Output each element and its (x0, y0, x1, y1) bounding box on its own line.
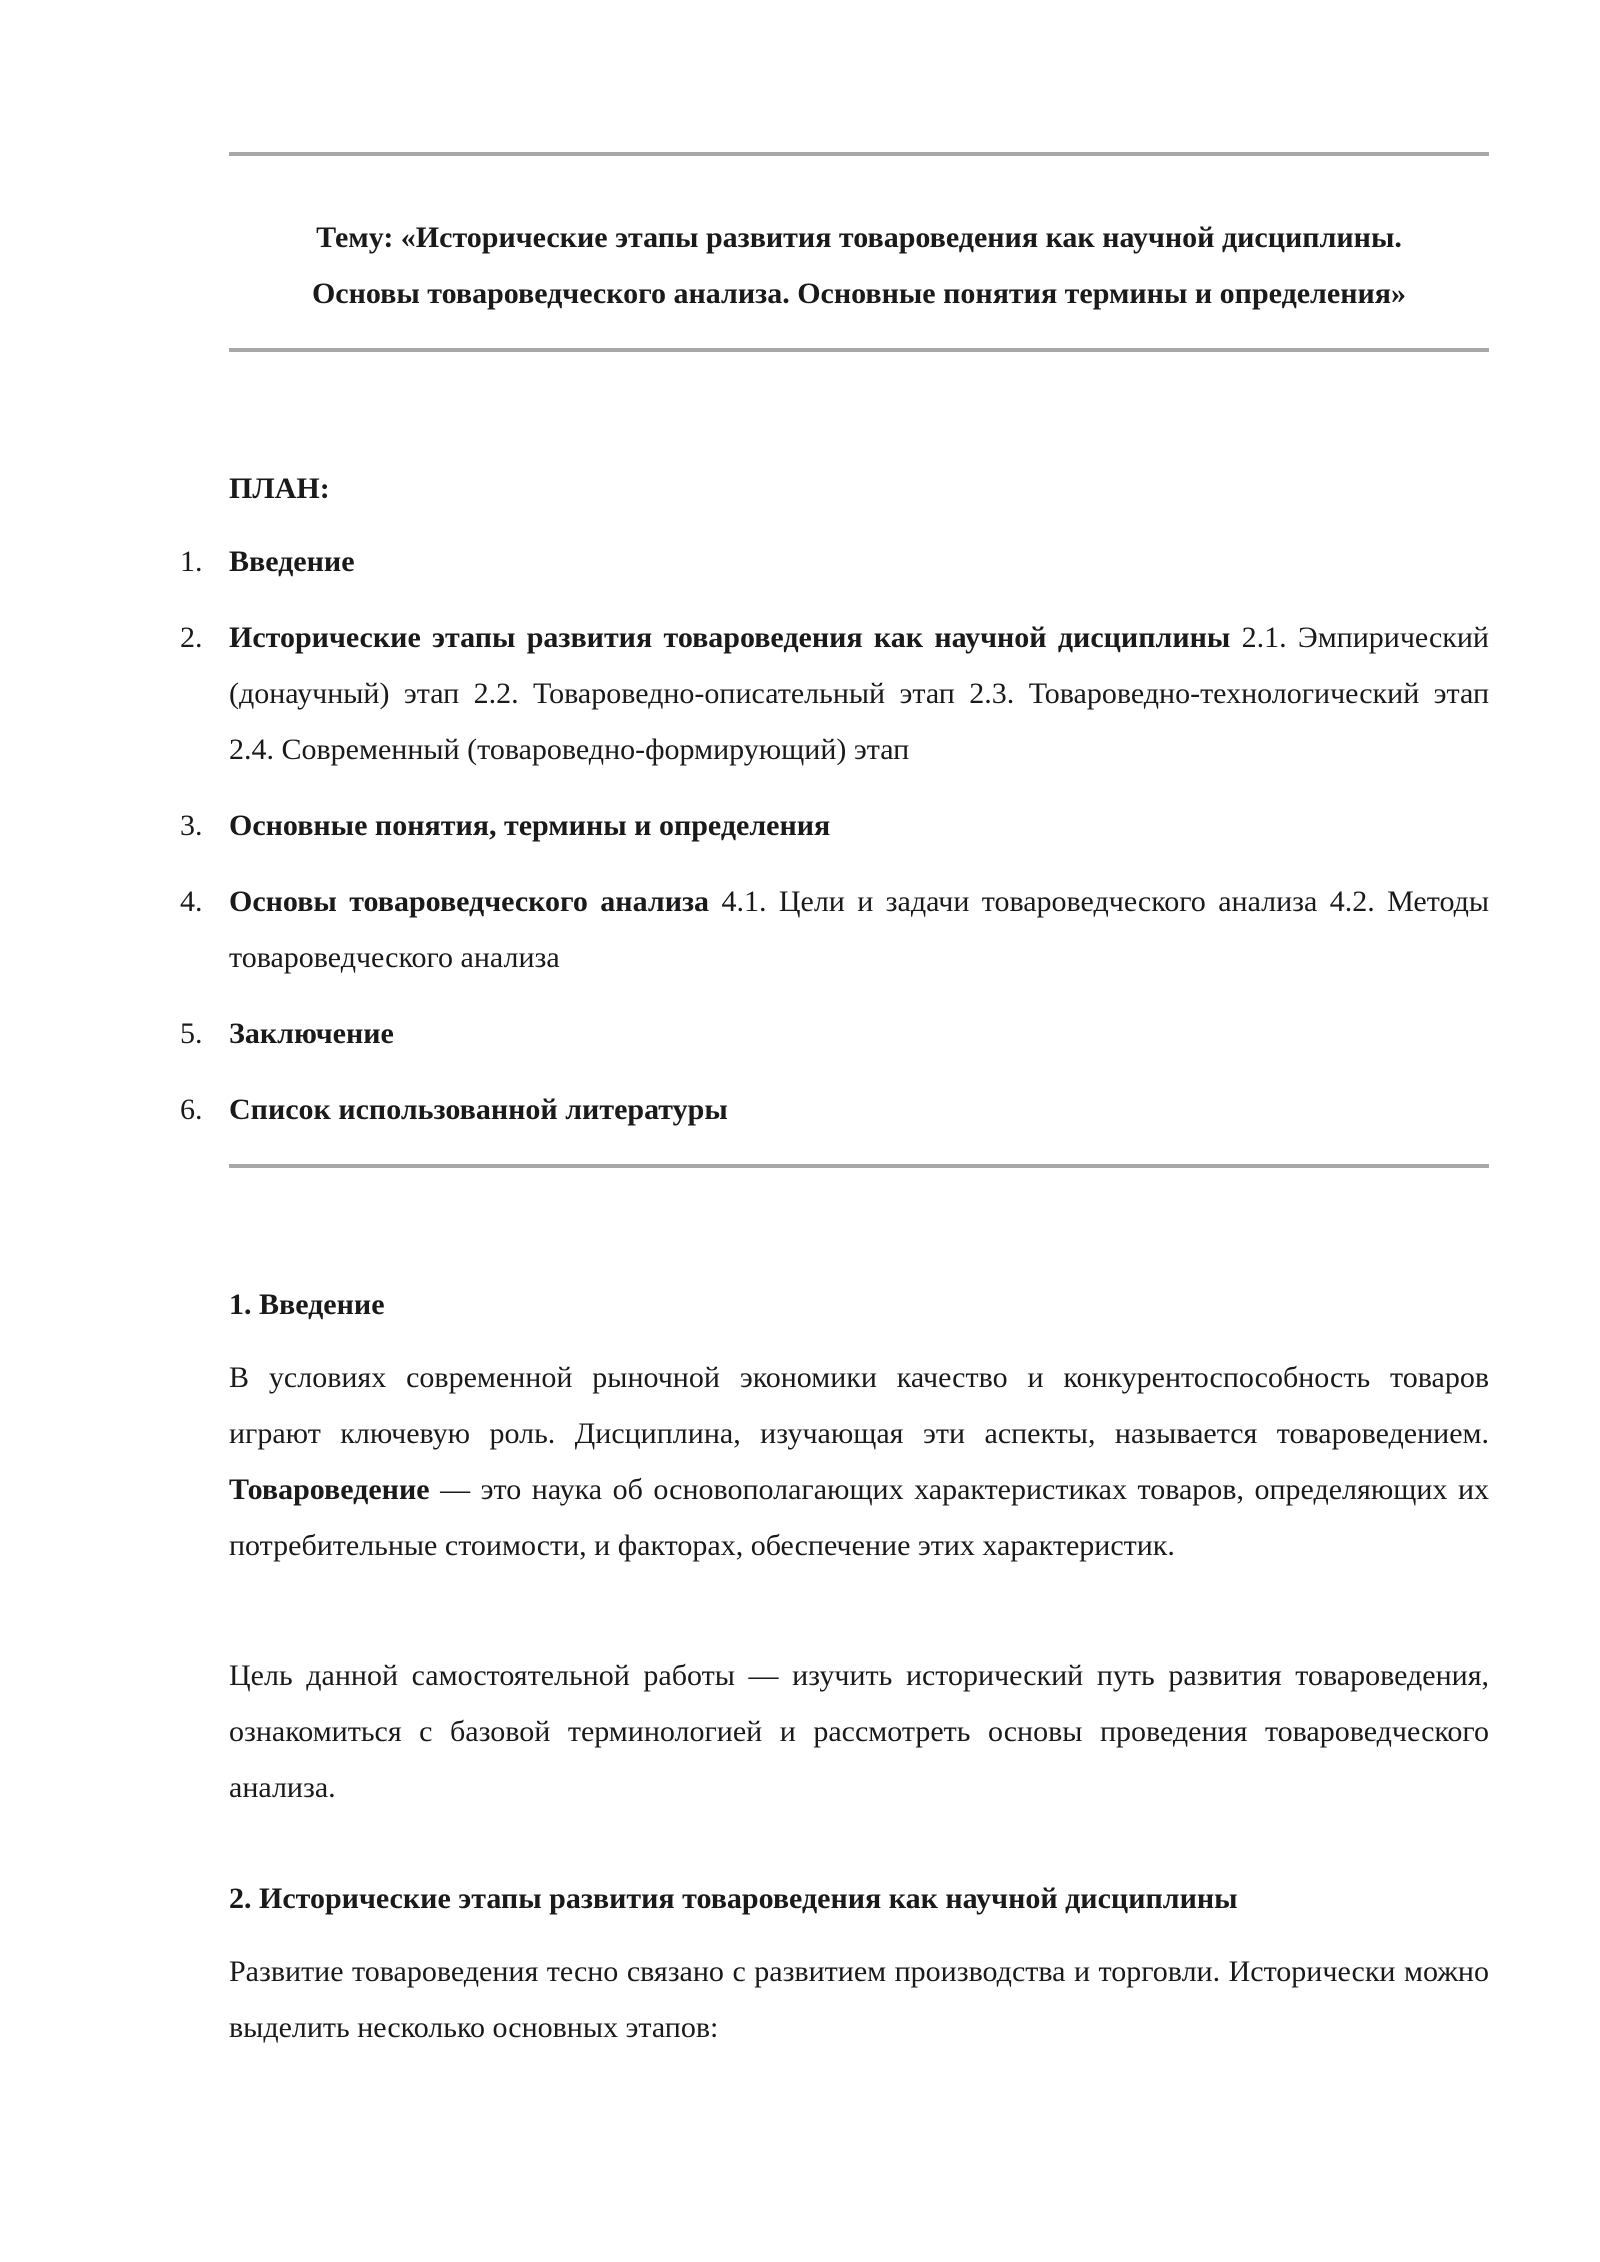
plan-item-title: Заключение (229, 1017, 394, 1050)
section-2-heading: 2. Исторические этапы развития товароведения как научной дисциплины (229, 1882, 1238, 1915)
topic-title-line-2: Основы товароведческого анализа. Основные понятия термины и определения» (311, 277, 1407, 310)
top-rule (229, 152, 1489, 156)
topic-title-line-1: Тему: «Исторические этапы развития товароведения как научной дисциплины. (316, 221, 1402, 254)
plan-item-title: Основные понятия, термины и определения (229, 809, 831, 842)
plan-item-title: Список использованной литературы (229, 1093, 728, 1126)
topic-title (229, 210, 1489, 322)
plan-list (180, 534, 1489, 1158)
plan-item-number: 6. (180, 1093, 203, 1126)
plan-item (180, 798, 1489, 854)
plan-item (180, 874, 1489, 986)
plan-heading: ПЛАН: (229, 472, 330, 505)
plan-item-number: 5. (180, 1017, 203, 1050)
section-1-paragraph-2: Цель данной самостоятельной работы — изучить исторический путь развития товароведения, ознакомиться с базовой терминологией и рассмотреть основы проведения товароведческого анализа. (229, 1659, 1489, 1804)
plan-item (180, 610, 1489, 778)
plan-item (180, 1006, 1489, 1062)
title-bottom-rule (229, 348, 1489, 352)
section-2-paragraph-1: Развитие товароведения тесно связано с развитием производства и торговли. Исторически можно выделить несколько основных этапов: (229, 1955, 1489, 2044)
section-1-heading: 1. Введение (229, 1288, 385, 1321)
plan-item-title: Основы товароведческого анализа (229, 885, 710, 918)
plan-item-subitems: 4.1. Цели и задачи товароведческого анализа 4.2. Методы товароведческого анализа (229, 885, 1489, 974)
section-1-paragraph-1-text: В условиях современной рыночной экономики качество и конкурентоспособность товаров играют ключевую роль. Дисциплина, изучающая эти аспекты, называется товароведением. (229, 1361, 1489, 1450)
plan-item-title: Введение (229, 545, 355, 578)
plan-item-subitems: 2.1. Эмпирический (донаучный) этап 2.2. Товароведно-описательный этап 2.3. Товароведно-технологический этап 2.4. Современный (товароведно-формирующий) этап (229, 621, 1489, 766)
plan-item-title: Исторические этапы развития товароведения как научной дисциплины (229, 621, 1231, 654)
plan-item (180, 534, 1489, 590)
plan-bottom-rule (229, 1164, 1489, 1168)
plan-item-number: 1. (180, 545, 203, 578)
section-1-paragraph-1 (229, 1350, 1489, 1574)
term-tovarovedenie: Товароведение (229, 1473, 430, 1506)
plan-item-number: 2. (180, 621, 203, 654)
plan-item (180, 1082, 1489, 1138)
plan-item-number: 3. (180, 809, 203, 842)
section-1-paragraph-1-definition: — это наука об основополагающих характеристиках товаров, определяющих их потребительные стоимости, и факторах, обеспечение этих характеристик. (229, 1473, 1489, 1562)
plan-item-number: 4. (180, 885, 203, 918)
